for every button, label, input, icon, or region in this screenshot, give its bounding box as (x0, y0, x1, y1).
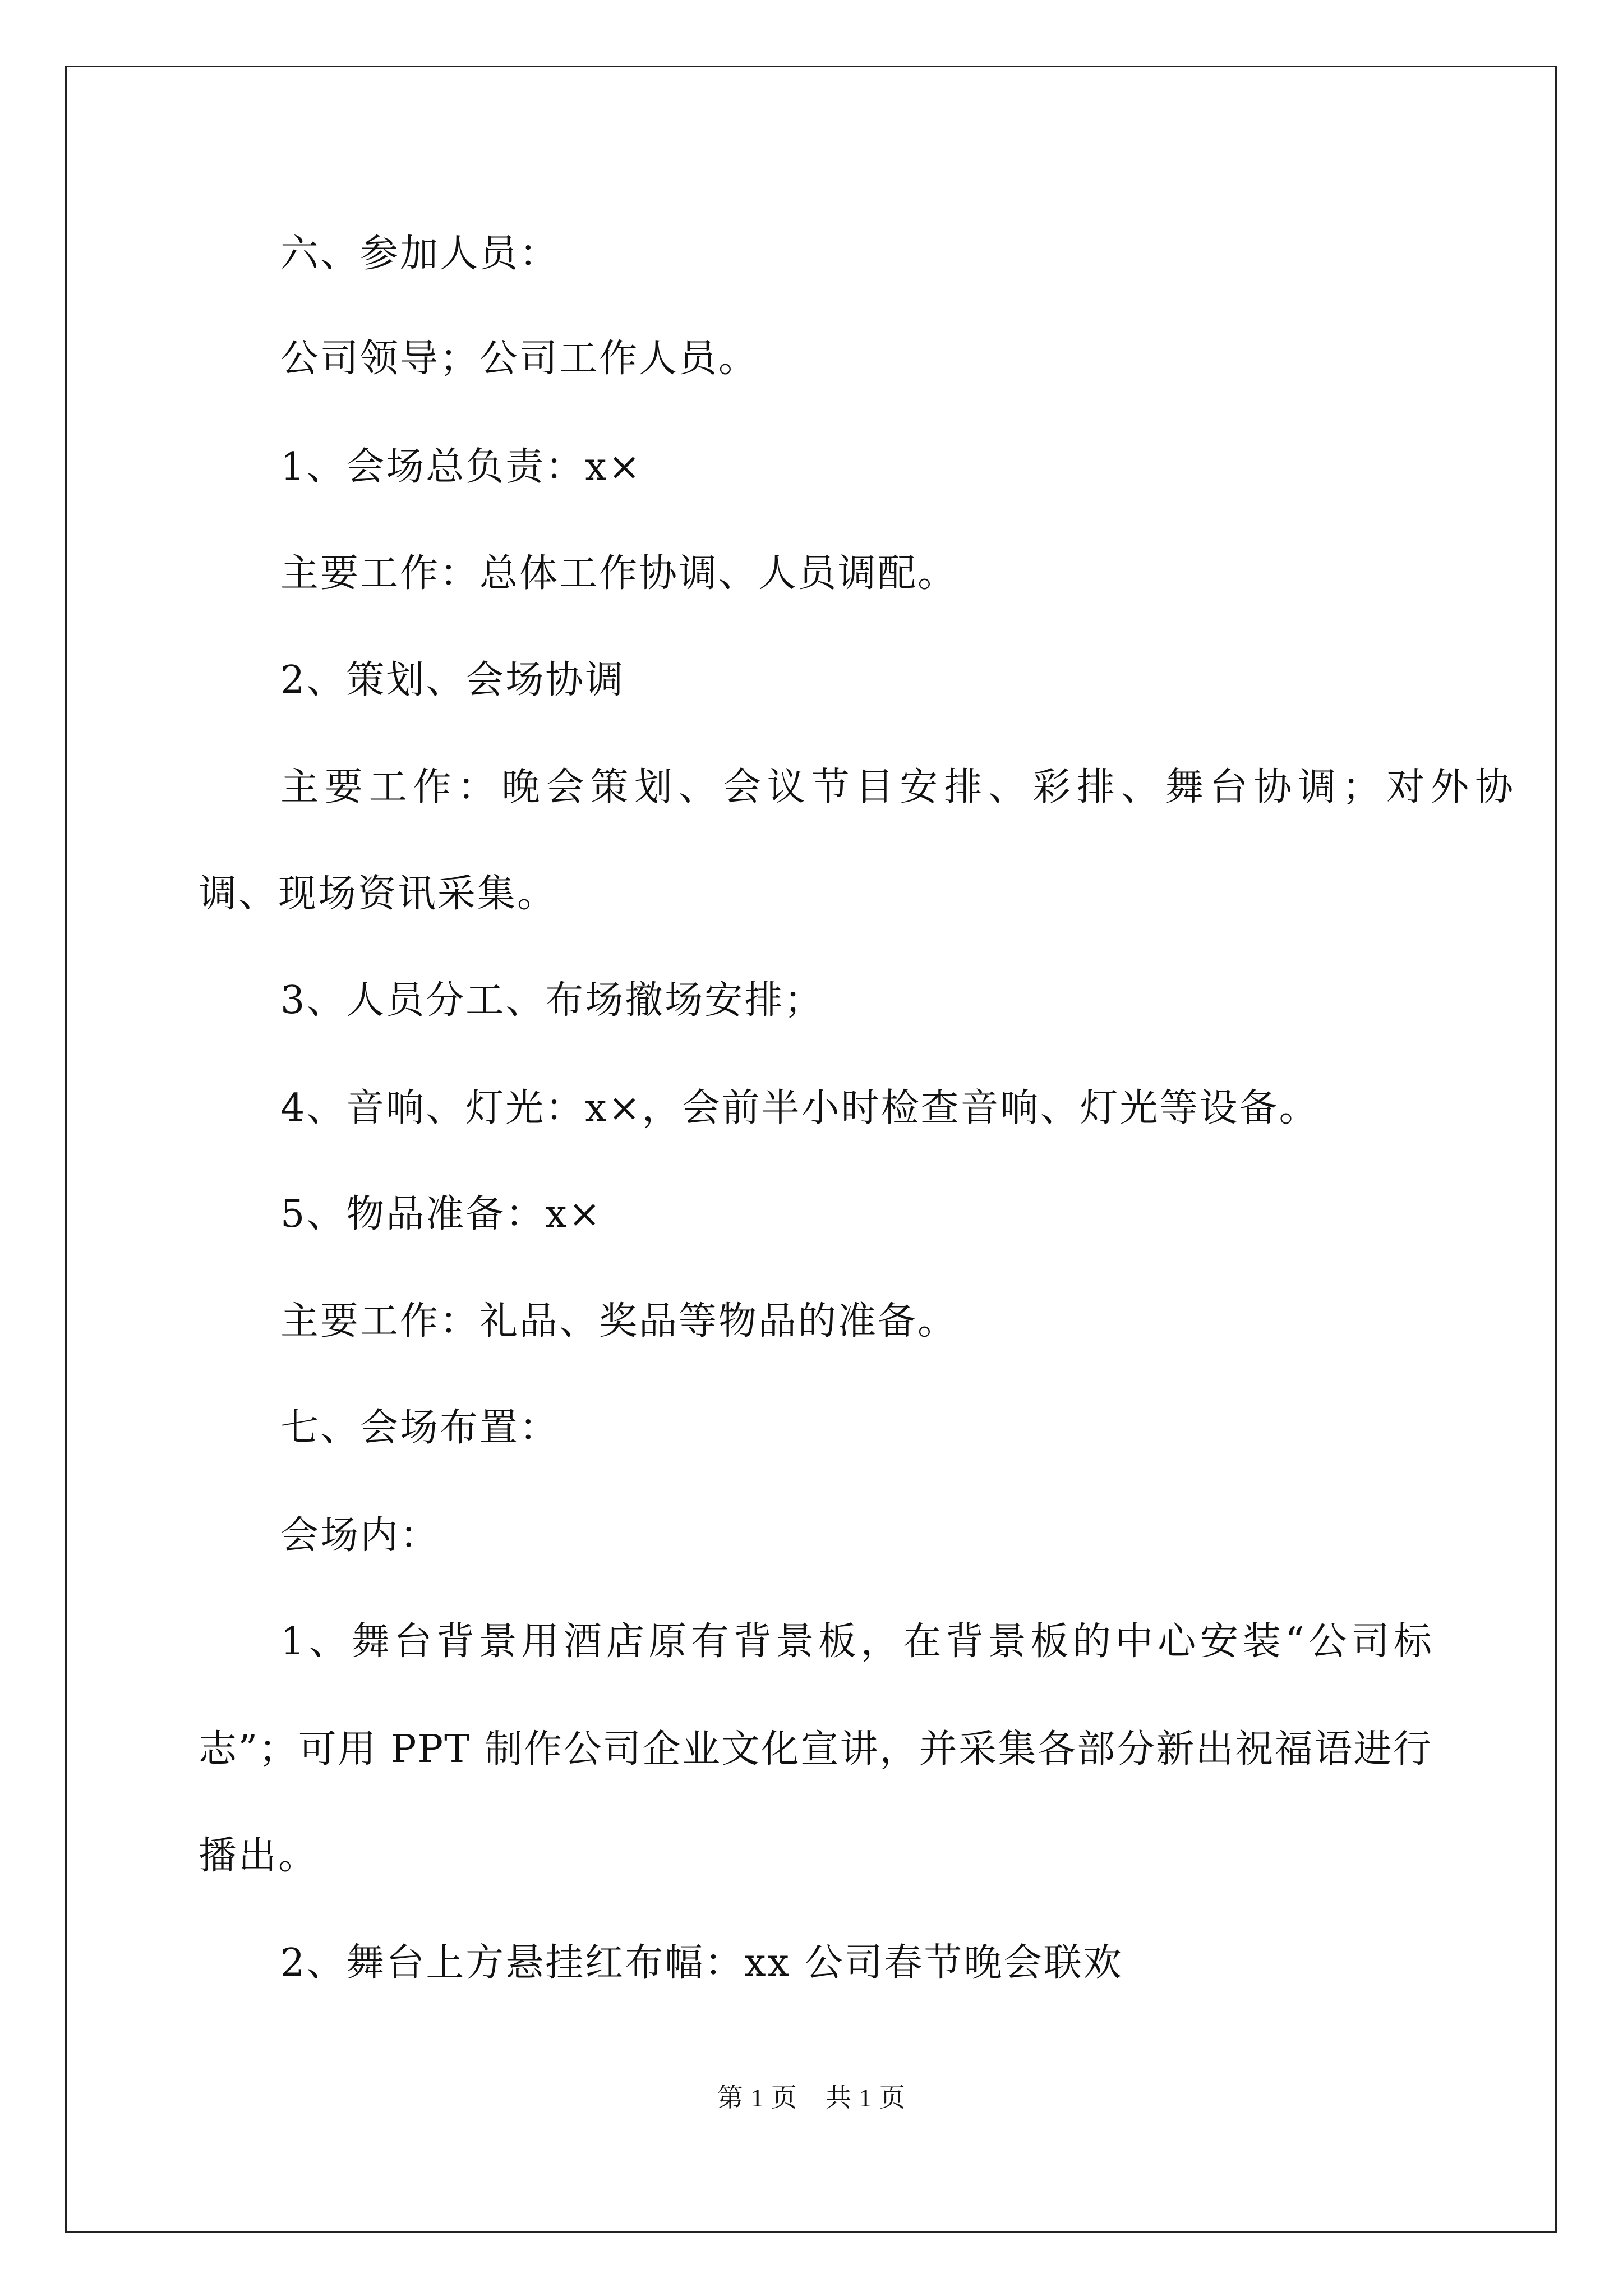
paragraph-line: 3、人员分工、布场撤场安排； (280, 978, 824, 1023)
paragraph-line: 2、策划、会场协调 (280, 658, 625, 702)
paragraph-line: 会场内： (280, 1513, 440, 1558)
section-heading-participants: 六、参加人员： (280, 232, 560, 276)
paragraph-line: 4、音响、灯光：x×，会前半小时检查音响、灯光等设备。 (280, 1086, 1319, 1130)
paragraph-line: 主要工作：晚会策划、会议节目安排、彩排、舞台协调；对外协 (280, 765, 1514, 809)
page-number-footer: 第 1 页 共 1 页 (717, 2083, 906, 2112)
page-border (65, 66, 1557, 2233)
paragraph-line: 1、舞台背景用酒店原有背景板，在背景板的中心安装“公司标 (280, 1619, 1433, 1664)
paragraph-line: 调、现场资讯采集。 (199, 872, 557, 916)
paragraph-line: 5、物品准备：x× (280, 1192, 602, 1236)
paragraph-line: 2、舞台上方悬挂红布幅：xx 公司春节晚会联欢 (280, 1941, 1123, 1985)
paragraph-line: 公司领导；公司工作人员。 (280, 337, 759, 381)
paragraph-line: 主要工作：总体工作协调、人员调配。 (280, 551, 958, 596)
paragraph-line: 主要工作：礼品、奖品等物品的准备。 (280, 1299, 958, 1343)
paragraph-line: 志”；可用 PPT 制作公司企业文化宣讲，并采集各部分新出祝福语进行 (199, 1727, 1432, 1772)
paragraph-line: 1、会场总负责：x× (280, 445, 642, 489)
paragraph-line: 播出。 (199, 1834, 319, 1878)
section-heading-venue: 七、会场布置： (280, 1406, 560, 1450)
